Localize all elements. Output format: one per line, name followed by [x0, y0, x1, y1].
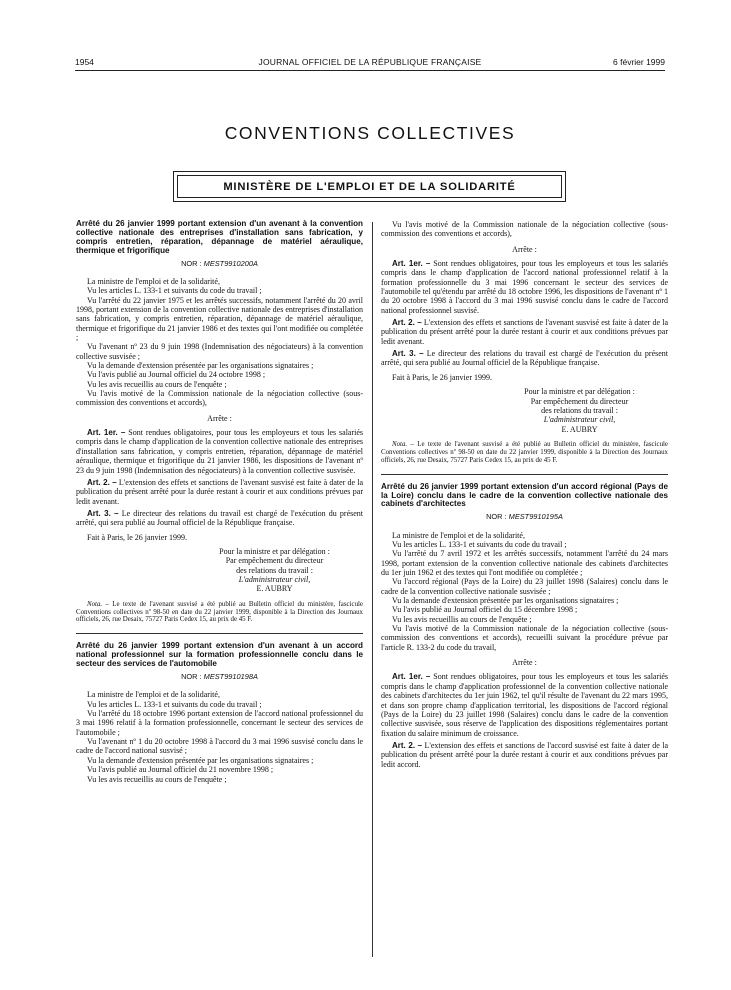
decree-separator	[381, 474, 668, 475]
visa: Vu l'arrêté du 7 avril 1972 et les arrêtés successifs, notamment l'arrêté du 24 mars 1998, portant extension de la convention collective nationale des cabinets d'architectes du 1er juin 1962 et des textes qui l'ont modifiée ou complétée ;	[381, 549, 668, 578]
visa: Vu les articles L. 133-1 et suivants du code du travail ;	[87, 699, 262, 709]
nor-reference: MEST9910195A	[508, 512, 563, 522]
signature-block	[186, 547, 363, 594]
article-text: Sont rendues obligatoires, pour tous les employeurs et tous les salariés compris dans le champ d'application professionnel de la convention collective nationale des cabinets d'architectes du 1er juin 1962, tel qu'il résulte de l'avenant du 22 mars 1995, et dans son propre champ d'application territorial, les dispositions de l'accord régional (Pays de la Loire) du 23 juillet 1998 (Salaires) conclu dans le cadre de la convention collective susvisée, sous réserve de l'application des dispositions réglementaires portant fixation du salaire minimum de croissance.	[381, 672, 669, 738]
arrete-heading: Arrête :	[207, 413, 232, 423]
nor-reference: MESТ9910200A	[203, 258, 258, 268]
visa: Vu l'avis motivé de la Commission nationale de la négociation collective (sous-commission des conventions et accords),	[76, 389, 363, 408]
article-text: Le directeur des relations du travail est chargé de l'exécution du présent arrêté, qui sera publié au Journal officiel de la République française.	[76, 508, 364, 528]
column-separator	[372, 222, 373, 957]
article-text: Sont rendues obligatoires, pour tous les employeurs et tous les salariés compris dans le champ d'application de la convention collective nationale des entreprises d'installation sans fabrication, y compris entretien, réparation, dépannage de matériel aéraulique, thermique et frigorifique du 21 janvier 1986, les dispositions de l'avenant nº 23 du 9 juin 1998 (Indemnisation des négociateurs) à la convention collective susvisée.	[76, 428, 364, 475]
signatory-role: L'administrateur civil,	[238, 574, 311, 584]
article-label: Art. 3. –	[87, 508, 119, 518]
note-text: – Le texte de l'avenant susvisé a été publié au Bulletin officiel du ministère, fascicule Conventions collectives nº 98-50 en date du 22 janvier 1999, disponible à la Direction des Journaux officiels, 26, rue Desaix, 75727 Paris Cedex 15, au prix de 45 F.	[381, 440, 668, 464]
visa: Vu l'avis publié au Journal officiel du 24 octobre 1998 ;	[87, 370, 266, 380]
page-number: 1954	[75, 57, 94, 67]
ministry-name: MINISTÈRE DE L'EMPLOI ET DE LA SOLIDARITÉ	[177, 175, 562, 198]
nor-label: NOR :	[486, 512, 509, 522]
note-label: Nota.	[392, 440, 408, 448]
article-label: Art. 2. –	[392, 318, 422, 328]
visa: Vu l'avis motivé de la Commission nationale de la négociation collective (sous-commission des conventions et accords),	[381, 220, 668, 239]
nor-reference: MEST9910198A	[203, 672, 258, 682]
signature-line: Pour la ministre et par délégation :	[524, 387, 635, 397]
signature-place-date: Fait à Paris, le 26 janvier 1999.	[392, 372, 492, 382]
signatory-name: E. AUBRY	[561, 424, 598, 434]
decree-3-intro: La ministre de l'emploi et de la solidarité,	[392, 530, 525, 540]
signature-line: Pour la ministre et par délégation :	[219, 546, 330, 556]
signatory-role: L'administrateur civil,	[543, 415, 616, 425]
decree-2-note	[381, 441, 668, 465]
visa: Vu l'accord régional (Pays de la Loire) du 23 juillet 1998 (Salaires) conclu dans le cadre de la convention collective nationale susvisée ;	[381, 577, 668, 596]
left-column	[76, 220, 363, 784]
signatory-name: E. AUBRY	[256, 584, 293, 594]
article-2	[381, 741, 668, 769]
signature-line: Par empêchement du directeur	[225, 556, 324, 566]
decree-1-intro: La ministre de l'emploi et de la solidarité,	[87, 276, 220, 286]
visa: Vu la demande d'extension présentée par les organisations signataires ;	[87, 361, 314, 371]
visa: Vu l'avis publié au Journal officiel du 15 décembre 1998 ;	[392, 605, 578, 615]
article-label: Art. 2. –	[87, 477, 117, 487]
article-label: Art. 2. –	[392, 740, 423, 750]
article-3	[76, 509, 363, 528]
article-label: Art. 3. –	[392, 349, 424, 359]
article-1	[381, 259, 668, 315]
decree-3	[381, 483, 668, 769]
section-title: CONVENTIONS COLLECTIVES	[224, 123, 516, 143]
decree-1-title: Arrêté du 26 janvier 1999 portant extension d'un avenant à la convention collective nationale des entreprises d'installation sans fabrication, y compris entretien, réparation, dépannage de matériel aéraulique, thermique et frigorifique	[76, 219, 363, 255]
article-text: L'extension des effets et sanctions de l'avenant susvisé est faite à dater de la publication du présent arrêté pour la durée restant à courir et aux conditions prévues par ledit avenant.	[76, 477, 364, 506]
decree-1-nor	[76, 259, 363, 268]
visa: Vu la demande d'extension présentée par les organisations signataires ;	[392, 596, 619, 606]
running-header	[75, 57, 665, 71]
decree-3-nor	[381, 512, 668, 521]
signature-line: Par empêchement du directeur	[530, 396, 629, 406]
visa: Vu la demande d'extension présentée par les organisations signataires ;	[87, 755, 314, 765]
visa: Vu les articles L. 133-1 et suivants du code du travail ;	[392, 540, 567, 549]
visa: Vu les avis recueillis au cours de l'enquête ;	[392, 614, 532, 624]
signature-line: des relations du travail :	[236, 565, 313, 575]
article-2	[381, 318, 668, 346]
decree-2-part-2	[381, 220, 668, 465]
decree-separator	[76, 633, 363, 634]
note-label: Nota.	[87, 600, 103, 608]
decree-3-title: Arrêté du 26 janvier 1999 portant extension d'un accord régional (Pays de la Loire) conclu dans le cadre de la convention collective nationale des cabinets d'architectes	[381, 481, 668, 509]
article-2	[76, 478, 363, 506]
signature-place-date: Fait à Paris, le 26 janvier 1999.	[87, 532, 187, 542]
visa: Vu l'avis motivé de la Commission nationale de la négociation collective (sous-commission des conventions et accords), recueilli suivant la procédure prévue par l'article R. 133-2 du code du travail,	[381, 624, 668, 652]
article-text: L'extension des effets et sanctions de l'avenant susvisé est faite à dater de la publication du présent arrêté pour la durée restant à courir et aux conditions prévues par ledit avenant.	[381, 318, 669, 346]
visa: Vu les articles L. 133-1 et suivants du code du travail ;	[87, 286, 262, 296]
arrete-heading: Arrête :	[512, 244, 537, 254]
header-rule	[75, 70, 665, 71]
signature-line: des relations du travail :	[541, 405, 618, 415]
article-text: Sont rendues obligatoires, pour tous les employeurs et tous les salariés compris dans le champ d'application de l'accord national professionnel relatif à la formation professionnelle du 3 mai 1996 concernant le secteur des services de l'automobile tel qu'étendu par arrêté du 18 octobre 1996, les dispositions de l'avenant nº 1 du 20 octobre 1998 à l'accord du 3 mai 1996 susvisé conclu dans le cadre de l'accord national professionnel susvisé.	[381, 259, 669, 315]
article-1	[76, 428, 363, 475]
note-text: – Le texte de l'avenant susvisé a été publié au Bulletin officiel du ministère, fascicule Conventions collectives nº 98-50 en date du 22 janvier 1999, disponible à la Direction des Journaux officiels, 26, rue Desaix, 75727 Paris Cedex 15, au prix de 45 F.	[76, 600, 363, 624]
visa: Vu l'arrêté du 18 octobre 1996 portant extension de l'accord national professionnel du 3 mai 1996 relatif à la formation professionnelle, concernant le secteur des services de l'automobile ;	[76, 709, 363, 737]
article-1	[381, 672, 668, 737]
visa: Vu l'arrêté du 22 janvier 1975 et les arrêtés successifs, notamment l'arrêté du 20 avril 1998, portant extension de la convention collective nationale des entreprises d'installation sans fabrication, y compris entretien, réparation, dépannage de matériel aéraulique, thermique et frigorifique du 21 janvier 1986 et des textes qui l'ont modifiée ou complétée ;	[76, 295, 363, 343]
signature-block	[491, 387, 668, 434]
article-text: Le directeur des relations du travail est chargé de l'exécution du présent arrêté, qui sera publié au Journal officiel de la République française.	[381, 349, 669, 368]
decree-2-intro: La ministre de l'emploi et de la solidarité,	[87, 690, 220, 700]
visa: Vu les avis recueillis au cours de l'enquête ;	[87, 379, 227, 389]
decree-1-note	[76, 601, 363, 625]
visa: Vu les avis recueillis au cours de l'enquête ;	[87, 774, 227, 784]
article-label: Art. 1er. –	[87, 428, 126, 438]
article-text: L'extension des effets et sanctions de l'accord susvisé est faite à dater de la publication du présent arrêté pour la durée restant à courir et aux conditions prévues par ledit accord.	[381, 740, 668, 769]
visa: Vu l'avenant nº 1 du 20 octobre 1998 à l'accord du 3 mai 1996 susvisé conclu dans le cadre de l'accord national susvisé ;	[76, 737, 363, 756]
arrete-heading: Arrête :	[512, 658, 537, 668]
decree-2-title: Arrêté du 26 janvier 1999 portant extension d'un avenant à un accord national professionnel sur la formation professionnelle conclu dans le secteur des services de l'automobile	[76, 641, 363, 669]
nor-label: NOR :	[181, 672, 204, 682]
journal-title: JOURNAL OFFICIEL DE LA RÉPUBLIQUE FRANÇAISE	[258, 57, 482, 67]
visa: Vu l'avis publié au Journal officiel du 21 novembre 1998 ;	[87, 765, 274, 775]
visa: Vu l'avenant nº 23 du 9 juin 1998 (Indemnisation des négociateurs) à la convention collective susvisée ;	[76, 342, 363, 361]
issue-date: 6 février 1999	[613, 57, 665, 67]
article-label: Art. 1er. –	[392, 672, 431, 682]
ministry-box	[173, 171, 566, 202]
article-label: Art. 1er. –	[392, 259, 431, 269]
right-column	[381, 220, 668, 772]
decree-2-part-1	[76, 642, 363, 784]
nor-label: NOR :	[181, 258, 204, 268]
decree-2-nor	[76, 672, 363, 681]
article-3	[381, 349, 668, 368]
decree-1	[76, 220, 363, 624]
